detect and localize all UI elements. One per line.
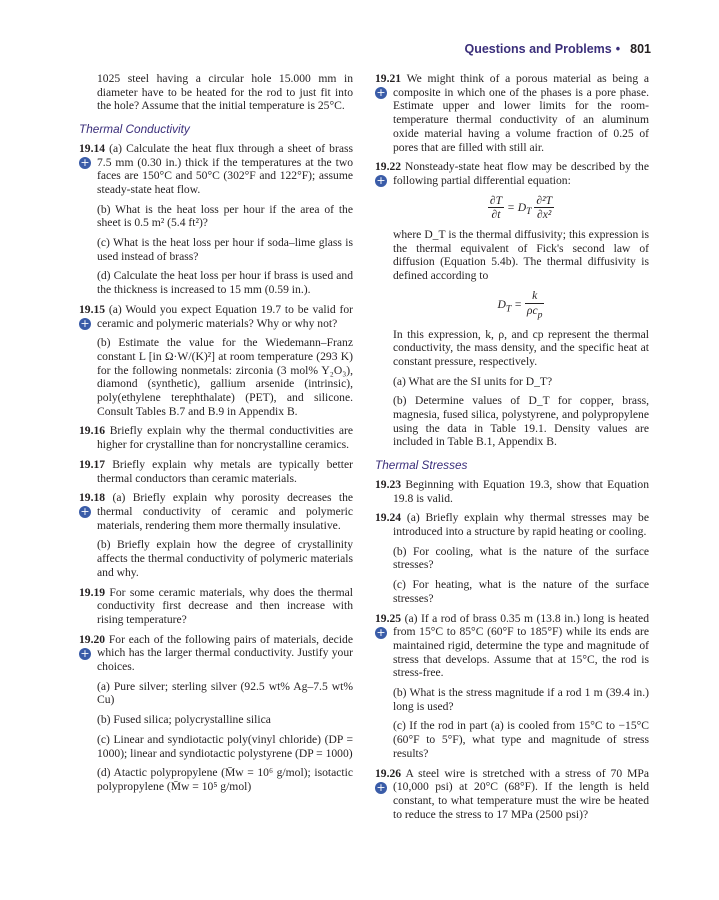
diffusivity-explanation: where D_T is the thermal diffusivity; this expression is the thermal equivalent of Fick's second law of diffusion (Equation 5.4b). The thermal diffusivity is defined according to bbox=[393, 228, 649, 283]
diffusion-equation: $\frac{\partial T}{\partial t}$ = $D_T$ $\frac{\text{∂²T}}{\text{∂x²}}$ bbox=[489, 193, 553, 222]
left-column bbox=[79, 72, 353, 800]
page-header bbox=[464, 42, 651, 56]
problem-19-15: + 19.15 (a) Would you expect Equation 19.7 to be valid for ceramic and polymeric materials? Why or why not? (b) Estimate the value for the Wiedemann–Franz constant L [in Ω·W/(K)²] at room temperature (293 K) for the following nonmetals: zirconia (3 mol% Y₂O₃), diamond (synthetic), gallium arsenide (intrinsic), poly(ethylene terephthalate) (PET), and silicone. Consult Tables B.7 and B.9 in Appendix B. bbox=[79, 302, 353, 418]
problem-19-21: + 19.21 We might think of a porous material as being a composite in which one of the phases is a pore phase. Estimate upper and lower limits for the room-temperature thermal conductivity of an aluminum oxide material having a volume fraction of 0.25 of pores that are filled with still air. bbox=[375, 72, 649, 154]
intro-continuation: 1025 steel having a circular hole 15.000 mm in diameter have to be heated for the rod to just fit into the hole? Assume that the initial temperature is 25°C. bbox=[97, 72, 353, 113]
problem-19-20-d: (d) Atactic polypropylene (M̄w = 10⁶ g/mol); isotactic polypropylene (M̄w = 10⁵ g/mol) bbox=[97, 766, 353, 793]
problem-19-18-b: (b) Briefly explain how the degree of crystallinity affects the thermal conductivity of polymeric materials and why. bbox=[97, 538, 353, 579]
problem-19-25-b: (b) What is the stress magnitude if a rod 1 m (39.4 in.) long is used? bbox=[393, 686, 649, 713]
diffusivity-equation: $D_T$ = $\frac{k}{\rho c_p}$ bbox=[497, 288, 543, 320]
problem-19-15-b: (b) Estimate the value for the Wiedemann–Franz constant L [in Ω·W/(K)²] at room temperature (293 K) for the following nonmetals: zirconia (3 mol% Y₂O₃), diamond (synthetic), gallium arsenide (intrinsic), poly(ethylene terephthalate) (PET), and silicone. Consult Tables B.7 and B.9 in Appendix B. bbox=[97, 336, 353, 418]
problem-19-26: + 19.26 A steel wire is stretched with a stress of 70 MPa (10,000 psi) at 20°C (68°F). If the length is held constant, to what temperature must the wire be heated to reduce the stress to 17 MPa (2500 psi)? bbox=[375, 766, 649, 821]
header-bullet: • bbox=[615, 42, 621, 56]
problem-19-22-b: (b) Determine values of D_T for copper, brass, magnesia, fused silica, polystyrene, and polypropylene using the data in Table 19.1. Density values are included in Table B.1, Appendix B. bbox=[393, 394, 649, 449]
problem-19-18: + 19.18 (a) Briefly explain why porosity decreases the thermal conductivity of ceramic and polymeric materials, rendering them more thermally insulative. (b) Briefly explain how the degree of crystallinity affects the thermal conductivity of polymeric materials and why. bbox=[79, 491, 354, 579]
problem-19-25-c: (c) If the rod in part (a) is cooled from 15°C to −15°C (60°F to 5°F), what type and magnitude of stress results? bbox=[393, 719, 649, 760]
section-heading-thermal-conductivity: Thermal Conductivity bbox=[79, 122, 190, 137]
problem-19-24-b: (b) For cooling, what is the nature of the surface stresses? bbox=[393, 544, 649, 572]
problem-19-20-c: (c) Linear and syndiotactic poly(vinyl chloride) (DP = 1000); linear and syndiotactic polystyrene (DP = 1000) bbox=[97, 732, 353, 760]
plus-circle-icon: + bbox=[80, 646, 90, 660]
problem-19-24: 19.24 (a) Briefly explain why thermal stresses may be introduced into a structure by rapid heating or cooling. (b) For cooling, what is the nature of the surface stresses? (c) For heating, what is the nature of the surface stresses? bbox=[375, 511, 649, 605]
problem-19-22-a: (a) What are the SI units for D_T? bbox=[393, 374, 553, 388]
plus-circle-icon: + bbox=[376, 780, 386, 794]
plus-circle-icon: + bbox=[376, 174, 386, 188]
problem-19-24-c: (c) For heating, what is the nature of the surface stresses? bbox=[393, 578, 649, 605]
plus-circle-icon: + bbox=[80, 316, 90, 330]
plus-circle-icon: + bbox=[80, 155, 90, 169]
problem-19-14-c: (c) What is the heat loss per hour if soda–lime glass is used instead of brass? bbox=[97, 236, 353, 263]
plus-circle-icon: + bbox=[376, 625, 386, 639]
page-number: 801 bbox=[630, 42, 651, 56]
running-title: Questions and Problems bbox=[464, 42, 612, 56]
problem-19-14-b: (b) What is the heat loss per hour if the area of the sheet is 0.5 m² (5.4 ft²)? bbox=[97, 202, 353, 230]
problem-19-17: 19.17 Briefly explain why metals are typically better thermal conductors than ceramic materials. bbox=[79, 457, 353, 485]
problem-19-20: + 19.20 For each of the following pairs of materials, decide which has the larger thermal conductivity. Justify your choices. (a) Pure silver; sterling silver (92.5 wt% Ag–7.5 wt% Cu) (b) Fused silica; polycrystalline silica (c) Linear and syndiotactic poly(vinyl chloride) (DP = 1000); linear and syndiotactic polystyrene (DP = 1000) (d) Atactic polypropylene (M̄w = 10⁶ g/mol); isotactic polypropylene (M̄w = 10⁵ g/mol) bbox=[79, 632, 353, 793]
problem-19-14: + 19.14 (a) Calculate the heat flux through a sheet of brass 7.5 mm (0.30 in.) thick if the temperatures at the two faces are 150°C and 50°C (302°F and 122°F); assume steady-state heat flow. (b) What is the heat loss per hour if the area of the sheet is 0.5 m² (5.4 ft²)? (c) What is the heat loss per hour if soda–lime glass is used instead of brass? (d) Calculate the heat loss per hour if brass is used and the thickness is increased to 15 mm (0.59 in.). bbox=[79, 141, 353, 297]
problem-19-23: 19.23 Beginning with Equation 19.3, show that Equation 19.8 is valid. bbox=[375, 477, 649, 505]
problem-19-25: + 19.25 (a) If a rod of brass 0.35 m (13.8 in.) long is heated from 15°C to 85°C (60°F to 185°F) while its ends are maintained rigid, determine the type and magnitude of stress that develops. Assume that at 15°C, the rod is stress-free. (b) What is the stress magnitude if a rod 1 m (39.4 in.) long is used? (c) If the rod in part (a) is cooled from 15°C to −15°C (60°F to 5°F), what type and magnitude of stress results? bbox=[375, 611, 649, 760]
problem-19-20-b: (b) Fused silica; polycrystalline silica bbox=[97, 713, 271, 727]
problem-19-22: + 19.22 Nonsteady-state heat flow may be described by the following partial differential equation: $\frac{\partial T}{\partial t}$ = $D_T$ $\frac{\text{∂²T}}{\text{∂x²}}$ where D_T is the thermal diffusivity; this expression is the thermal equivalent of Fick's second law of diffusion (Equation 5.4b). The thermal diffusivity is defined according to $D_T$ = $\frac{k}{\rho c_p}$ In this expression, k, ρ, and cp represent the thermal conductivity, the mass density, and the specific heat at constant pressure, respectively. (a) What are the SI units for D_T? (b) Determine values of D_T for copper, brass, magnesia, fused silica, polystyrene, and polypropylene using the data in Table 19.1. Density values are included in Table B.1, Appendix B. bbox=[375, 160, 649, 449]
right-column bbox=[375, 72, 649, 827]
problem-19-14-d: (d) Calculate the heat loss per hour if brass is used and the thickness is increased to 15 mm (0.59 in.). bbox=[97, 269, 353, 297]
plus-circle-icon: + bbox=[80, 505, 90, 519]
plus-circle-icon: + bbox=[376, 86, 386, 99]
section-heading-thermal-stresses: Thermal Stresses bbox=[375, 458, 468, 473]
problem-19-19: 19.19 For some ceramic materials, why does the thermal conductivity first decrease and then increase with rising temperature? bbox=[79, 585, 353, 626]
problem-19-20-a: (a) Pure silver; sterling silver (92.5 wt% Ag–7.5 wt% Cu) bbox=[97, 679, 353, 707]
symbol-explanation: In this expression, k, ρ, and cp represent the thermal conductivity, the mass density, and the specific heat at constant pressure, respectively. bbox=[393, 327, 649, 368]
problem-19-16: 19.16 Briefly explain why the thermal conductivities are higher for crystalline than for noncrystalline ceramics. bbox=[79, 424, 353, 452]
